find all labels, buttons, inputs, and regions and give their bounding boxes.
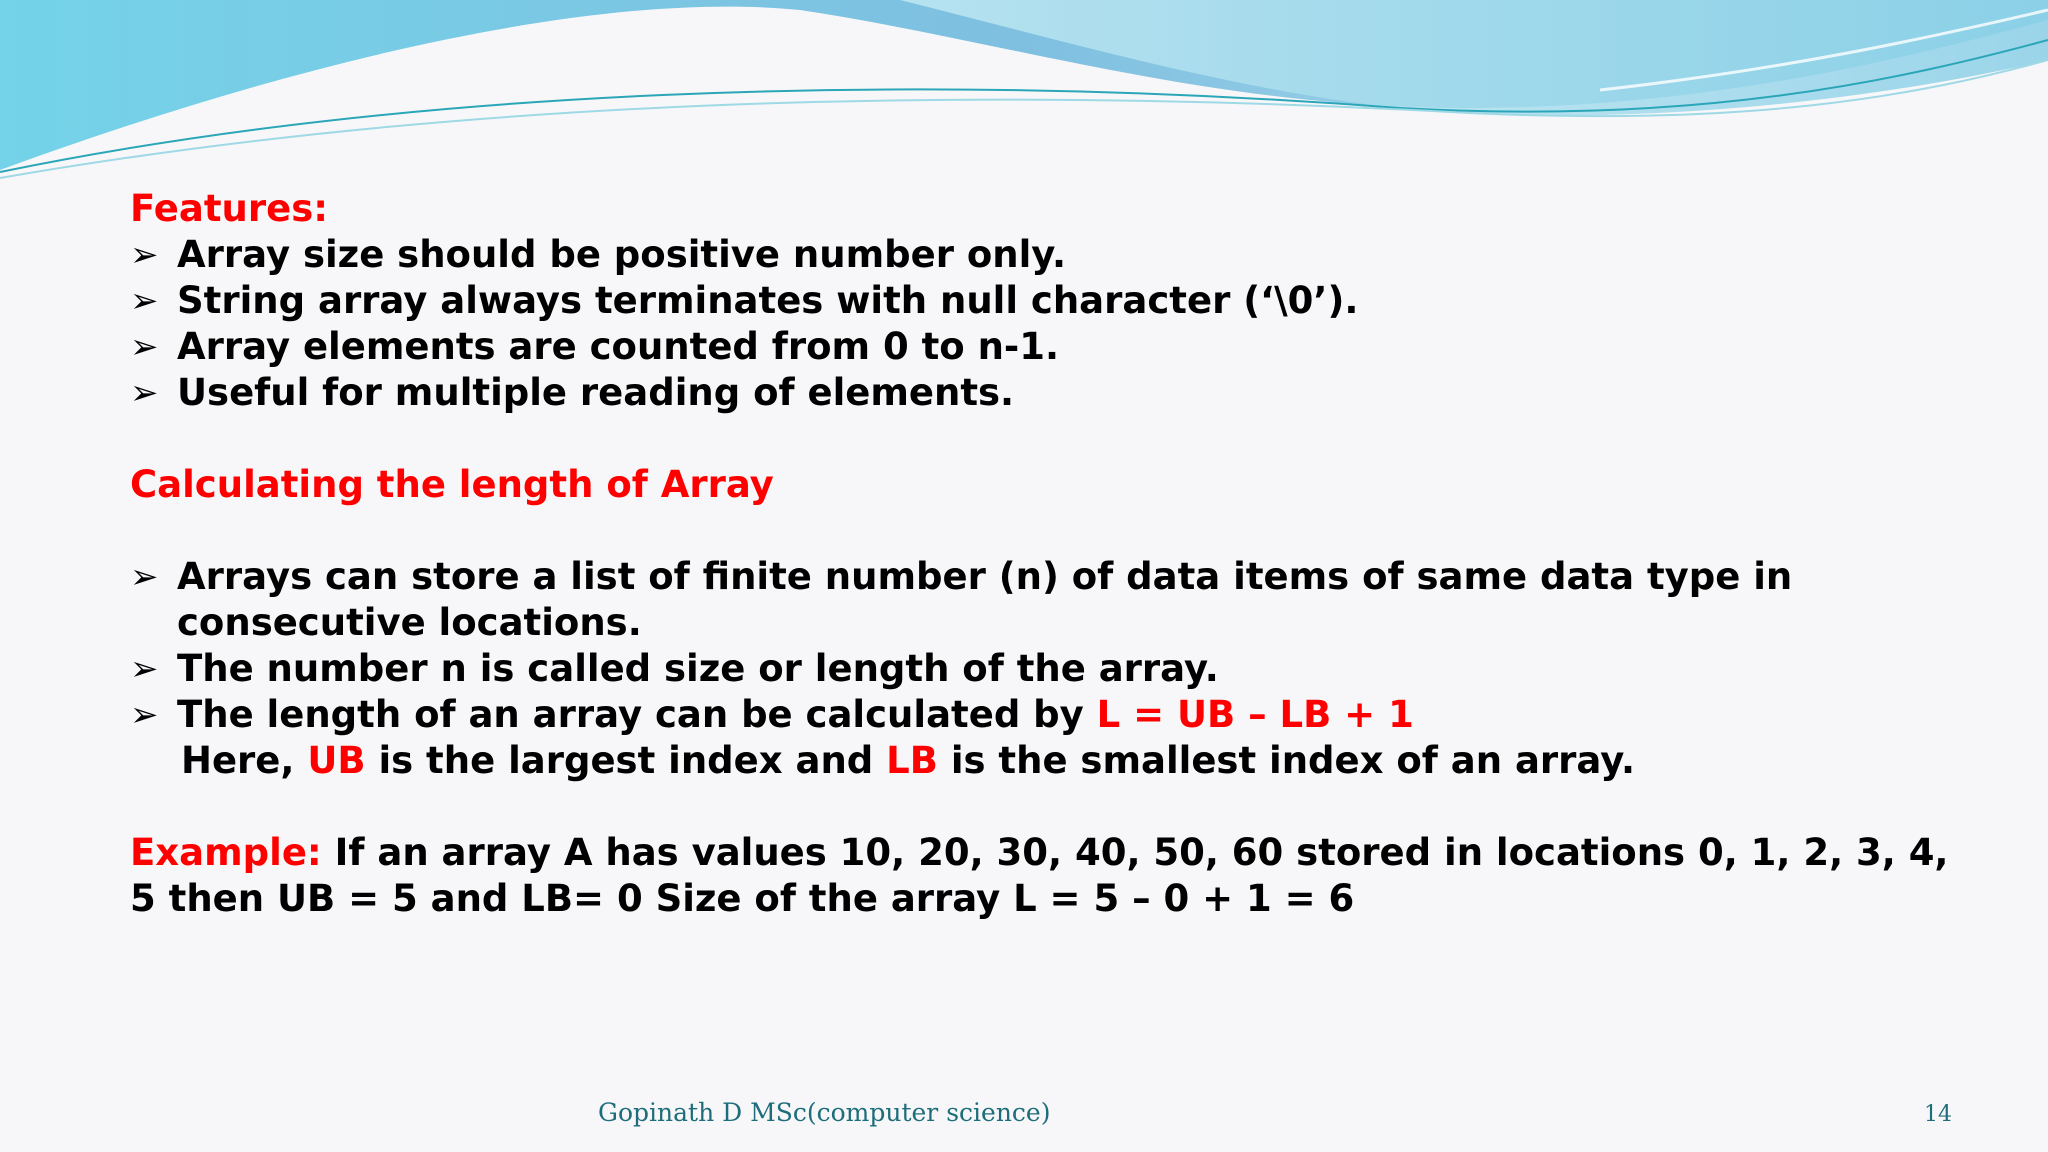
- header-wave-decoration: [0, 0, 2048, 200]
- spacer: [130, 416, 1960, 462]
- footer-author: Gopinath D MSc(computer science): [598, 1098, 1051, 1127]
- page-number: 14: [1924, 1102, 1952, 1127]
- feature-item: [130, 370, 1960, 416]
- length-item: [130, 646, 1960, 692]
- length-text: [177, 692, 1960, 738]
- arrowhead-bullet-icon: ➢: [130, 281, 159, 321]
- length-heading: Calculating the length of Array: [130, 463, 774, 506]
- feature-item: [130, 324, 1960, 370]
- example-line-2: 5 then UB = 5 and LB= 0 Size of the array L = 5 – 0 + 1 = 6: [130, 877, 1355, 920]
- slide-content: [130, 186, 1960, 922]
- arrowhead-bullet-icon: ➢: [130, 557, 159, 597]
- arrowhead-bullet-icon: ➢: [130, 695, 159, 735]
- feature-text: Array size should be positive number only.: [177, 233, 1067, 276]
- note-ub: UB: [307, 739, 366, 782]
- feature-text: String array always terminates with null character (‘\0’).: [177, 279, 1359, 322]
- example-text: If an array A has values 10, 20, 30, 40, 50, 60 stored in locations 0, 1, 2, 3, 4,: [321, 831, 1949, 874]
- length-item: [130, 692, 1960, 738]
- feature-text: Useful for multiple reading of elements.: [177, 371, 1015, 414]
- length-text: Arrays can store a list of finite number (n) of data items of same data type in: [177, 555, 1793, 598]
- length-text-continued: consecutive locations.: [177, 601, 642, 644]
- length-item: [130, 554, 1960, 646]
- note-prefix: Here,: [181, 739, 308, 782]
- arrowhead-bullet-icon: ➢: [130, 649, 159, 689]
- arrowhead-bullet-icon: ➢: [130, 327, 159, 367]
- arrowhead-bullet-icon: ➢: [130, 235, 159, 275]
- feature-text: Array elements are counted from 0 to n-1.: [177, 325, 1060, 368]
- note-lb: LB: [886, 739, 938, 782]
- length-formula: L = UB – LB + 1: [1096, 693, 1414, 736]
- feature-item: [130, 232, 1960, 278]
- length-formula-intro: The length of an array can be calculated by: [177, 693, 1097, 736]
- note-mid: is the largest index and: [365, 739, 887, 782]
- example-label: Example:: [130, 831, 322, 874]
- feature-item: [130, 278, 1960, 324]
- spacer: [130, 508, 1960, 554]
- example-line-1: [130, 830, 1960, 876]
- formula-note: [130, 738, 1960, 784]
- features-heading: Features:: [130, 187, 329, 230]
- arrowhead-bullet-icon: ➢: [130, 373, 159, 413]
- spacer: [130, 784, 1960, 830]
- note-suffix: is the smallest index of an array.: [937, 739, 1636, 782]
- length-text: The number n is called size or length of the array.: [177, 647, 1219, 690]
